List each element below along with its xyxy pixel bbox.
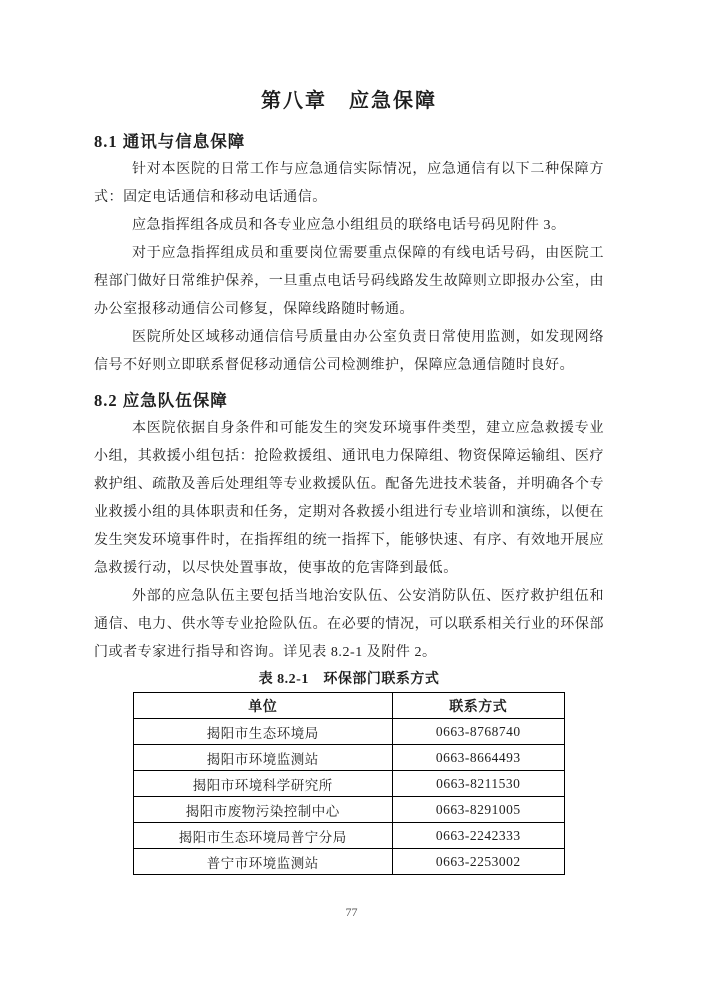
table-cell-contact: 0663-2242333 [392, 823, 564, 849]
table-cell-unit: 揭阳市环境监测站 [134, 745, 393, 771]
table-cell-unit: 揭阳市生态环境局普宁分局 [134, 823, 393, 849]
paragraph: 本医院依据自身条件和可能发生的突发环境事件类型，建立应急救援专业小组，其救援小组包括：抢险救援组、通讯电力保障组、物资保障运输组、医疗救护组、疏散及善后处理组等专业救援队伍。配备先进技术装备，并明确各个专业救援小组的具体职责和任务，定期对各救援小组进行专业培训和演练，以便在发生突发环境事件时，在指挥组的统一指挥下，能够快速、有序、有效地开展应急救援行动，以尽快处置事故，使事故的危害降到最低。 [94, 421, 604, 576]
paragraph: 应急指挥组各成员和各专业应急小组组员的联络电话号码见附件 3。 [132, 218, 566, 233]
table-row [134, 771, 565, 797]
table-caption: 表 8.2-1 环保部门联系方式 [258, 672, 440, 687]
table-cell-unit: 揭阳市环境科学研究所 [134, 771, 393, 797]
contact-table [133, 692, 565, 875]
chapter-title: 第八章 应急保障 [261, 90, 437, 112]
paragraph: 对于应急指挥组成员和重要岗位需要重点保障的有线电话号码，由医院工程部门做好日常维护保养，一旦重点电话号码线路发生故障则立即报办公室，由办公室报移动通信公司修复，保障线路随时畅通。 [94, 246, 604, 317]
section-heading-8-2: 8.2 应急队伍保障 [94, 391, 228, 410]
table-row [134, 719, 565, 745]
table-cell-contact: 0663-8291005 [392, 797, 564, 823]
table-header-row [134, 693, 565, 719]
paragraph: 外部的应急队伍主要包括当地治安队伍、公安消防队伍、医疗救护组伍和通信、电力、供水等专业抢险队伍。在必要的情况，可以联系相关行业的环保部门或者专家进行指导和咨询。详见表 8.2-1 及附件 2。 [94, 589, 604, 660]
table-header-contact: 联系方式 [392, 693, 564, 719]
table-row [134, 849, 565, 875]
page-number: 77 [345, 905, 358, 919]
table-cell-contact: 0663-8664493 [392, 745, 564, 771]
table-cell-contact: 0663-2253002 [392, 849, 564, 875]
paragraph: 针对本医院的日常工作与应急通信实际情况，应急通信有以下二种保障方式：固定电话通信和移动电话通信。 [94, 162, 604, 205]
table-row [134, 823, 565, 849]
section-heading-8-1: 8.1 通讯与信息保障 [94, 132, 246, 151]
table-cell-unit: 普宁市环境监测站 [134, 849, 393, 875]
table-header-unit: 单位 [134, 693, 393, 719]
table-row [134, 745, 565, 771]
table-cell-unit: 揭阳市生态环境局 [134, 719, 393, 745]
table-cell-contact: 0663-8211530 [392, 771, 564, 797]
table-cell-unit: 揭阳市废物污染控制中心 [134, 797, 393, 823]
table-row [134, 797, 565, 823]
table-cell-contact: 0663-8768740 [392, 719, 564, 745]
paragraph: 医院所处区域移动通信信号质量由办公室负责日常使用监测，如发现网络信号不好则立即联系督促移动通信公司检测维护，保障应急通信随时良好。 [94, 330, 604, 373]
